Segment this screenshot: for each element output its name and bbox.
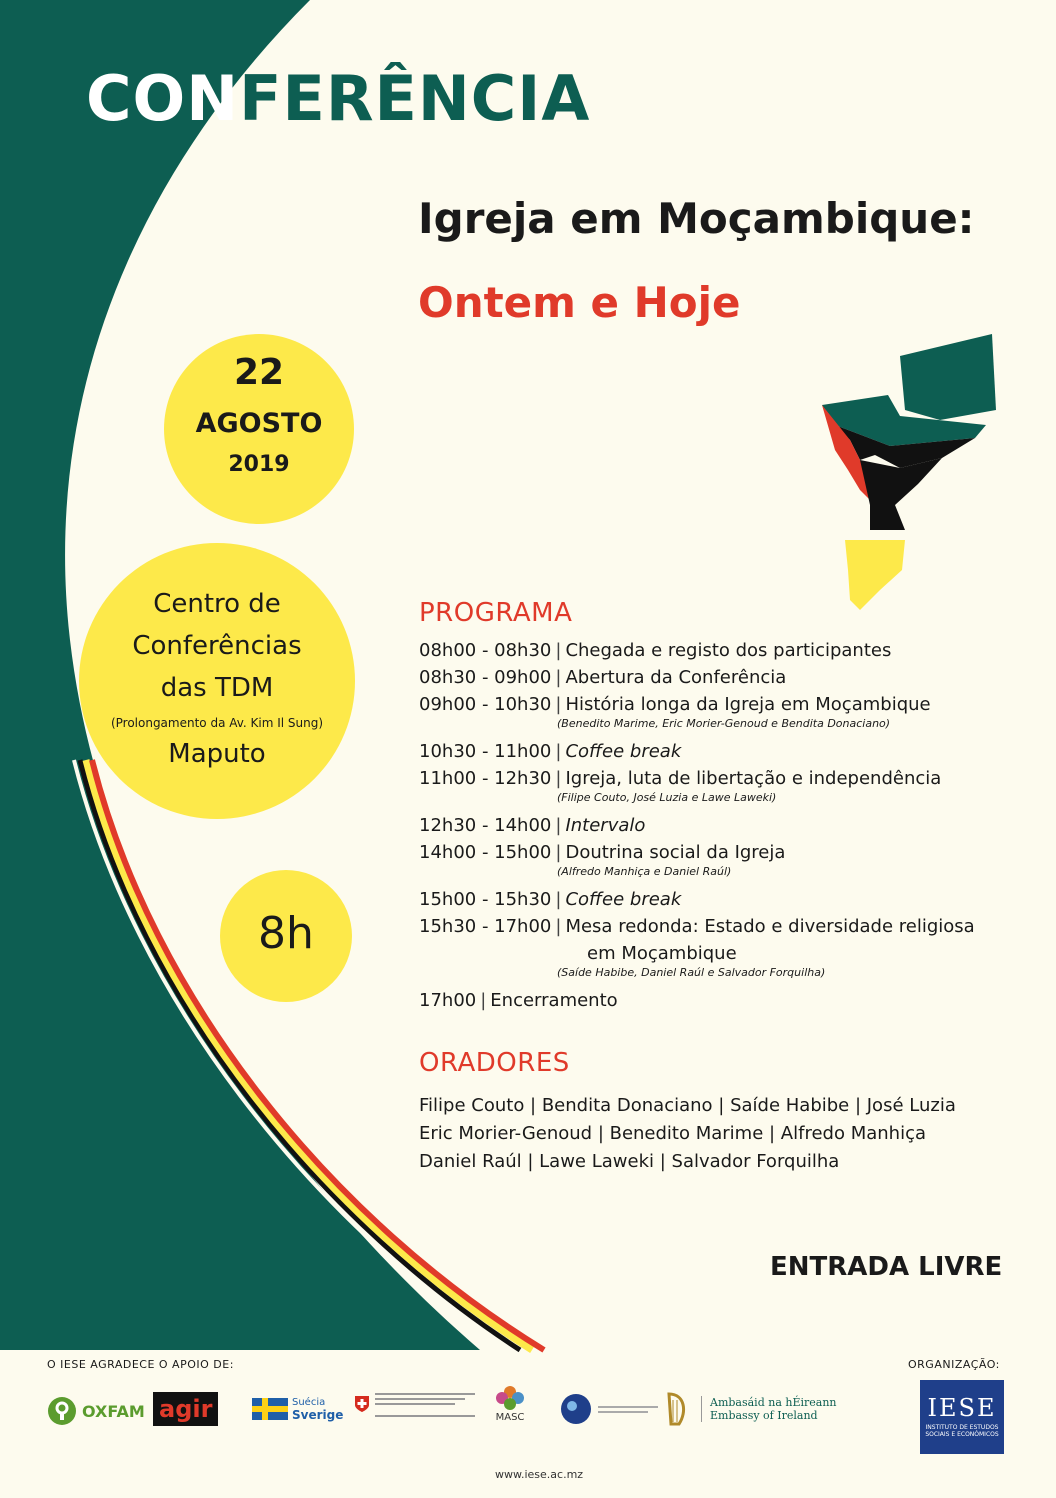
program-time: 15h00 - 15h30: [419, 889, 552, 910]
sweden-label-1: Suécia: [292, 1397, 326, 1408]
oradores-heading: ORADORES: [419, 1048, 570, 1078]
masc-flower-icon: [492, 1384, 528, 1412]
program-time: 08h00 - 08h30: [419, 640, 552, 661]
venue-line-3: das TDM: [160, 673, 274, 703]
ireland-label-2: Embassy of Ireland: [710, 1409, 818, 1422]
venue-note: (Prolongamento da Av. Kim Il Sung): [110, 716, 324, 730]
date-day: 22: [233, 352, 285, 393]
speakers-line-3: Daniel Raúl | Lawe Laweki | Salvador Forquilha: [419, 1151, 840, 1172]
sweden-logo: [252, 1397, 343, 1421]
program-time: 11h00 - 12h30: [419, 768, 552, 789]
program-time: 17h00: [419, 990, 477, 1011]
program-desc: Igreja, luta de libertação e independência: [565, 768, 942, 789]
separator: |: [555, 694, 562, 715]
sweden-flag-icon: [252, 1398, 288, 1420]
program-time: 12h30 - 14h00: [419, 815, 552, 836]
program-item: [419, 667, 786, 688]
date-year: 2019: [228, 452, 290, 477]
program-item: [419, 889, 681, 910]
program-speakers: (Benedito Marime, Eric Morier-Genoud e Bendita Donaciano): [557, 717, 891, 730]
program-time: 08h30 - 09h00: [419, 667, 552, 688]
masc-logo: [492, 1384, 528, 1423]
masc-label: MASC: [495, 1412, 525, 1423]
venue-circle: [79, 543, 355, 819]
venue-line-1: Centro de: [153, 589, 281, 619]
separator: |: [555, 667, 562, 688]
oxfam-icon: [47, 1396, 77, 1426]
support-text: O IESE AGRADECE O APOIO DE:: [47, 1358, 234, 1371]
separator: |: [555, 889, 562, 910]
harp-icon: [665, 1392, 691, 1426]
speakers-line-2: Eric Morier-Genoud | Benedito Marime | Alfredo Manhiça: [419, 1123, 926, 1144]
program-desc: Abertura da Conferência: [565, 667, 787, 688]
title-part-2: FERÊNCIA: [239, 62, 591, 135]
date-circle: [164, 334, 354, 524]
map-shape: [822, 334, 996, 610]
program-time: 09h00 - 10h30: [419, 694, 552, 715]
separator: |: [480, 990, 487, 1011]
program-speakers: (Saíde Habibe, Daniel Raúl e Salvador Forquilha): [557, 966, 826, 979]
title-part-1: CON: [86, 62, 240, 135]
program-desc: Coffee break: [565, 741, 682, 762]
separator: |: [555, 916, 562, 937]
oxfam-logo: [47, 1396, 145, 1426]
program-desc-cont: em Moçambique: [587, 943, 737, 964]
agir-label: agir: [159, 1395, 213, 1423]
swiss-shield-icon: [355, 1396, 369, 1412]
date-month: AGOSTO: [195, 408, 323, 439]
organization-text: ORGANIZAÇÃO:: [908, 1358, 1000, 1371]
program-speakers: (Filipe Couto, José Luzia e Lawe Laweki): [557, 791, 777, 804]
venue-line-2: Conferências: [132, 631, 302, 661]
program-item: [419, 694, 931, 715]
program-time: 14h00 - 15h00: [419, 842, 552, 863]
sweden-label-2: Sverige: [292, 1408, 344, 1422]
program-speakers: (Alfredo Manhiça e Daniel Raúl): [557, 865, 732, 878]
program-item: [419, 916, 975, 937]
programa-heading: PROGRAMA: [419, 598, 573, 628]
program-item: [419, 815, 645, 836]
program-item: [419, 768, 941, 789]
page-title: [86, 62, 590, 135]
agir-logo: [153, 1392, 218, 1426]
venue-city: Maputo: [168, 739, 266, 769]
program-item: [419, 741, 681, 762]
event-time: 8h: [258, 908, 314, 959]
entry-text: ENTRADA LIVRE: [770, 1252, 1003, 1282]
iese-sublabel: INSTITUTO DE ESTUDOS SOCIAIS E ECONÓMICOS: [925, 1424, 999, 1438]
program-desc: História longa da Igreja em Moçambique: [565, 694, 931, 715]
ireland-logo: [665, 1392, 837, 1426]
program-time: 10h30 - 11h00: [419, 741, 552, 762]
program-desc: Mesa redonda: Estado e diversidade religiosa: [565, 916, 975, 937]
oxfam-label: OXFAM: [82, 1401, 145, 1421]
partner-logo: [560, 1393, 658, 1425]
event-subtitle-2: Ontem e Hoje: [418, 278, 741, 327]
separator: |: [555, 640, 562, 661]
ireland-label-1: Ambasáid na hÉireann: [710, 1396, 837, 1409]
event-subtitle-1: Igreja em Moçambique:: [418, 194, 975, 243]
program-item: [419, 640, 891, 661]
time-circle: [220, 870, 352, 1002]
program-desc: Coffee break: [565, 889, 682, 910]
separator: |: [555, 741, 562, 762]
program-desc: Doutrina social da Igreja: [565, 842, 786, 863]
swiss-logo: [355, 1390, 475, 1417]
separator: |: [555, 768, 562, 789]
program-item: [419, 842, 785, 863]
program-desc: Encerramento: [490, 990, 618, 1011]
program-time: 15h30 - 17h00: [419, 916, 552, 937]
program-desc: Intervalo: [565, 815, 646, 836]
separator: |: [555, 815, 562, 836]
speakers-line-1: Filipe Couto | Bendita Donaciano | Saíde Habibe | José Luzia: [419, 1095, 956, 1116]
iese-label: IESE: [927, 1394, 997, 1422]
separator: |: [555, 842, 562, 863]
program-desc: Chegada e registo dos participantes: [565, 640, 892, 661]
iese-logo: [920, 1380, 1004, 1454]
website-url: www.iese.ac.mz: [495, 1468, 584, 1481]
globe-icon: [560, 1393, 592, 1425]
program-item: [419, 990, 618, 1011]
